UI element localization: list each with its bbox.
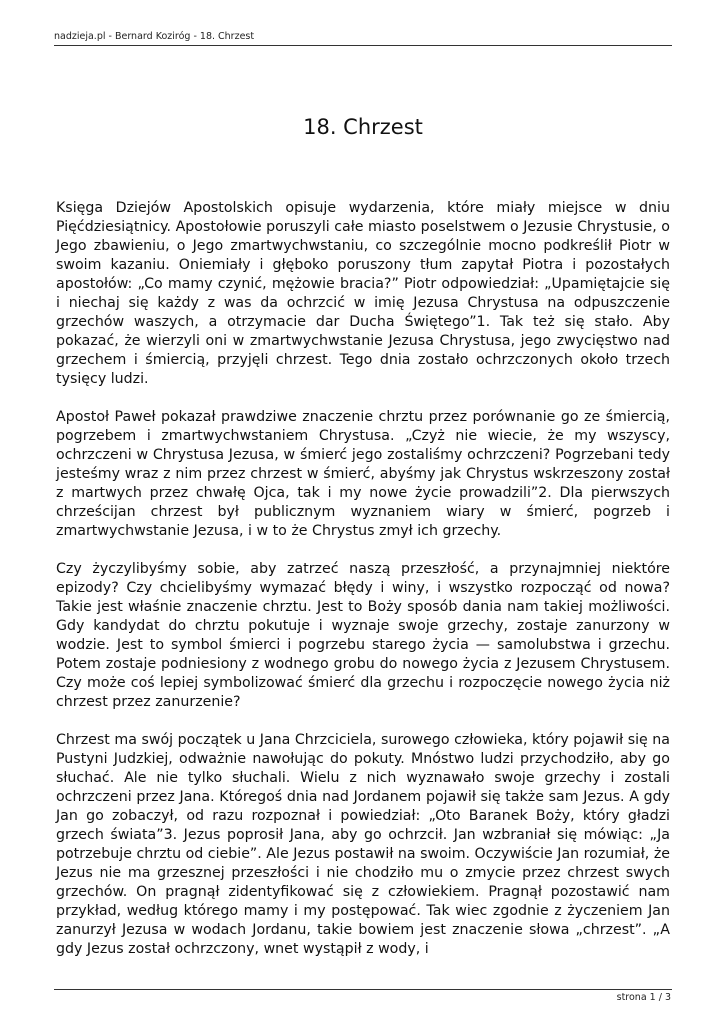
header-divider [54,45,672,46]
footer-divider [54,989,672,990]
paragraph-1: Księga Dziejów Apostolskich opisuje wydarzenia, które miały miejsce w dniu Pięćdziesiątnicy. Apostołowie poruszyli całe miasto poselstwem o Jezusie Chrystusie, o Jego zbawieniu, o Jego zmartwychwstaniu, co szczególnie mocno podkreślił Piotr w swoim kazaniu. Oniemiały i głęboko poruszony tłum zapytał Piotra i pozostałych apostołów: „Co mamy czynić, mężowie bracia?” Piotr odpowiedział: „Upamiętajcie się i niechaj się każdy z was da ochrzcić w imię Jezusa Chrystusa na odpuszczenie grzechów waszych, a otrzymacie dar Ducha Świętego”1. Tak też się stało. Aby pokazać, że wierzyli oni w zmartwychwstanie Jezusa Chrystusa, jego zwycięstwo nad grzechem i śmiercią, przyjęli chrzest. Tego dnia zostało ochrzczonych około trzech tysięcy ludzi. [56,200,670,387]
running-header: nadzieja.pl - Bernard Koziróg - 18. Chrzest [54,31,255,42]
page-number: strona 1 / 3 [616,992,671,1003]
article-body [56,199,670,978]
paragraph-4: Chrzest ma swój początek u Jana Chrzciciela, surowego człowieka, który pojawił się na Pustyni Judzkiej, odważnie nawołując do pokuty. Mnóstwo ludzi przychodziło, aby go słuchać. Ale nie tylko słuchali. Wielu z nich wyznawało swoje grzechy i zostali ochrzczeni przez Jana. Któregoś dnia nad Jordanem pojawił się także sam Jezus. A gdy Jan go zobaczył, od razu rozpoznał i powiedział: „Oto Baranek Boży, który gładzi grzech świata”3. Jezus poprosił Jana, aby go ochrzcił. Jan wzbraniał się mówiąc: „Ja potrzebuje chrztu od ciebie”. Ale Jezus postawił na swoim. Oczywiście Jan rozumiał, że Jezus nie ma grzesznej przeszłości i nie chodziło mu o zmycie przez chrzest swych grzechów. On pragnął zidentyfikować się z człowiekiem. Pragnął pozostawić nam przykład, według którego mamy i my postępować. Tak wiec zgodnie z życzeniem Jan zanurzył Jezusa w wodach Jordanu, takie bowiem jest znaczenie słowa „chrzest”. „A gdy Jezus został ochrzczony, wnet wystąpił z wody, i [56,732,670,957]
paragraph-3: Czy życzylibyśmy sobie, aby zatrzeć naszą przeszłość, a przynajmniej niektóre epizody? Czy chcielibyśmy wymazać błędy i winy, i wszystko rozpocząć od nowa? Takie jest właśnie znaczenie chrztu. Jest to Boży sposób dania nam takiej możliwości. Gdy kandydat do chrztu pokutuje i wyznaje swoje grzechy, zostaje zanurzony w wodzie. Jest to symbol śmierci i pogrzebu starego życia — samolubstwa i grzechu. Potem zostaje podniesiony z wodnego grobu do nowego życia z Jezusem Chrystusem. Czy może coś lepiej symbolizować śmierć dla grzechu i rozpoczęcie nowego życia niż chrzest przez zanurzenie? [56,561,670,710]
page-title: 18. Chrzest [303,115,423,139]
paragraph-2: Apostoł Paweł pokazał prawdziwe znaczenie chrztu przez porównanie go ze śmiercią, pogrzebem i zmartwychwstaniem Chrystusa. „Czyż nie wiecie, że my wszyscy, ochrzczeni w Chrystusa Jezusa, w śmierć jego zostaliśmy ochrzczeni? Pogrzebani tedy jesteśmy wraz z nim przez chrzest w śmierć, abyśmy jak Chrystus wskrzeszony został z martwych przez chwałę Ojca, tak i my nowe życie prowadzili”2. Dla pierwszych chrześcijan chrzest był publicznym wyznaniem wiary w śmierć, pogrzeb i zmartwychwstanie Jezusa, i w to że Chrystus zmył ich grzechy. [56,409,670,539]
